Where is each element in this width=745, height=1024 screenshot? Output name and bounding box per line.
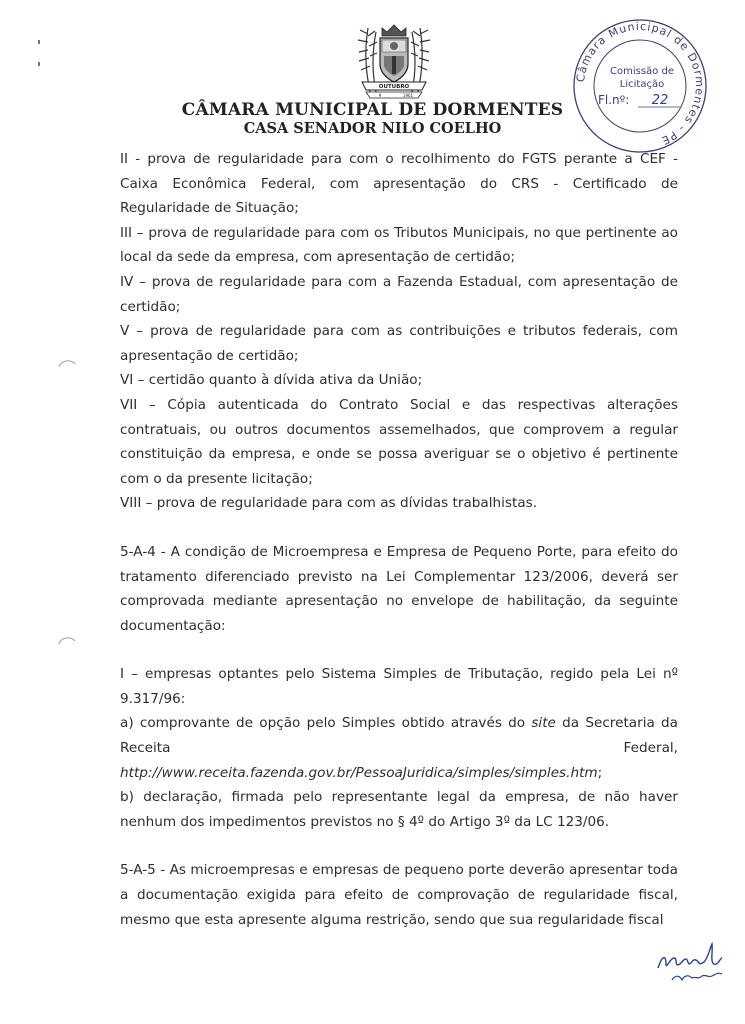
item-a-comprovante [120, 711, 678, 760]
handwritten-signature [652, 936, 738, 986]
stamp-ring-text: Câmara Municipal de Dormentes - PE [574, 19, 707, 148]
item-b-declaracao: b) declaração, firmada pelo representante legal da empresa, de não haver nenhum dos impedimentos previstos no § 4º do Artigo 3º da LC 123/06. [120, 789, 678, 830]
clause-vi: VI – certidão quanto à dívida ativa da União; [120, 372, 423, 389]
item-a-url-end: ; [597, 764, 603, 781]
clause-iii: III – prova de regularidade para com os Tributos Municipais, no que pertinente ao local da sede da empresa, com apresentação de certidão; [120, 224, 678, 266]
receita-url-link[interactable]: http://www.receita.fazenda.gov.br/PessoaJuridica/simples/simples.htm [120, 764, 598, 781]
institution-title: CÂMARA MUNICIPAL DE DORMENTES [181, 100, 564, 120]
stamp-fl-label: Fl.nº: [598, 93, 630, 107]
punch-hole-mark [58, 635, 76, 645]
clause-viii: VIII – prova de regularidade para com as dívidas trabalhistas. [120, 495, 538, 512]
document-body [120, 147, 678, 932]
stamp-line-2: Licitação [619, 79, 665, 90]
item-a-text: a) comprovante de opção pelo Simples obtido através do [120, 715, 532, 732]
crest-left-year: 9 [378, 93, 382, 98]
item-a-url-line [120, 761, 678, 786]
clause-ii: II - prova de regularidade para com o recolhimento do FGTS perante a CEF - Caixa Econômica Federal, com apresentação do CRS - Certificado de Regularidade de Situação; [120, 151, 678, 217]
crest-ribbon-text: OUTUBRO [378, 84, 410, 90]
crest-right-year: 1961 [402, 93, 414, 98]
section-5-a-5: 5-A-5 - As microempresas e empresas de pequeno porte deverão apresentar toda a documentação exigida para efeito de comprovação de regularidade fiscal, mesmo que esta apresente alguma restrição, sendo que sua regularidade fiscal [120, 862, 678, 928]
clause-iv: IV – prova de regularidade para com a Fazenda Estadual, com apresentação de certidão; [120, 273, 678, 315]
section-5-a-4: 5-A-4 - A condição de Microempresa e Empresa de Pequeno Porte, para efeito do tratamento diferenciado previsto na Lei Complementar 123/2006, deverá ser comprovada mediante apresentação no envelope de habilitação, da seguinte documentação: [120, 543, 678, 634]
institution-subtitle: CASA SENADOR NILO COELHO [243, 120, 502, 137]
scan-speck [38, 62, 40, 66]
coat-of-arms-icon [352, 22, 436, 100]
clause-v: V – prova de regularidade para com as contribuições e tributos federais, com apresentação de certidão; [120, 323, 678, 364]
item-i-simples: I – empresas optantes pelo Sistema Simples de Tributação, regido pela Lei nº 9.317/96: [120, 666, 678, 707]
stamp-line-1: Comissão de [610, 66, 674, 77]
clause-vii: VII – Cópia autenticada do Contrato Social e das respectivas alterações contratuais, ou outros documentos assemelhados, que comprovem a regular constituição da empresa, e onde se possa averiguar se o objetivo é pertinente com o da presente licitação; [120, 396, 678, 487]
punch-hole-mark [58, 358, 76, 368]
stamp-fl-number: 22 [651, 93, 669, 108]
scan-speck [38, 40, 40, 44]
item-a-text-end: da Secretaria da Receita Federal, [120, 715, 678, 757]
item-a-site-word: site [531, 715, 556, 732]
commission-stamp [562, 16, 718, 156]
